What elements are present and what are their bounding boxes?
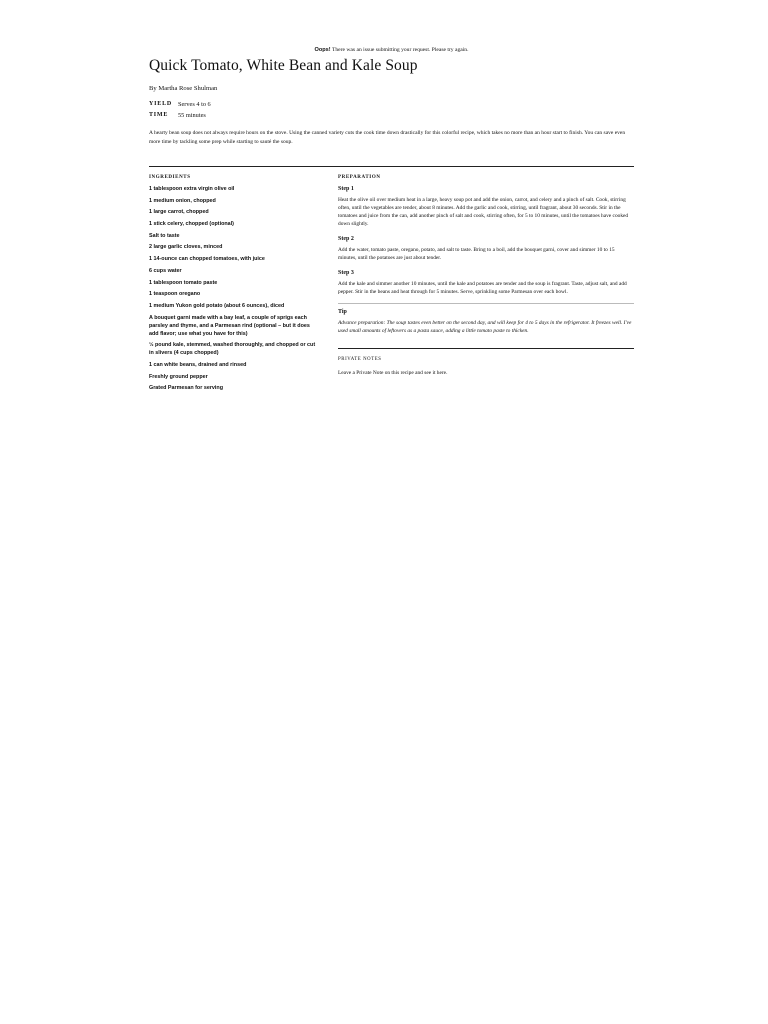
ingredient-item: 1 teaspoon oregano xyxy=(149,291,201,298)
step-title: Step 1 xyxy=(338,186,354,192)
ingredient-item: 6 cups water xyxy=(149,267,182,274)
private-note-link[interactable]: Leave a Private Note on this recipe and see it here. xyxy=(338,370,448,376)
ingredient-item: 1 tablespoon tomato paste xyxy=(149,279,218,286)
ingredient-item: Grated Parmesan for serving xyxy=(149,385,224,392)
recipe-columns xyxy=(149,174,634,396)
ingredient-item: 1 14-ounce can chopped tomatoes, with juice xyxy=(149,256,265,263)
yield-value: Serves 4 to 6 xyxy=(178,101,211,108)
recipe-intro: A hearty bean soup does not always require hours on the stove. Using the canned variety cuts the cook time down drastically for this colorful recipe, which takes no more than an hour start to finish. You can save even more time by tackling some prep while starting to sauté the soup. xyxy=(149,130,626,145)
tip-divider xyxy=(338,303,634,304)
ingredient-item: 2 large garlic cloves, minced xyxy=(149,244,223,251)
ingredient-item: 1 large carrot, chopped xyxy=(149,209,209,216)
private-notes-heading: PRIVATE NOTES xyxy=(338,357,382,362)
step-text: Add the water, tomato paste, oregano, potato, and salt to taste. Bring to a boil, add the bouquet garni, cover and simmer 10 to 15 minutes, until the potatoes are just about tender. xyxy=(338,247,615,261)
yield-row xyxy=(149,99,634,110)
ingredient-item: Freshly ground pepper xyxy=(149,373,208,380)
tip-title: Tip xyxy=(338,309,347,315)
ingredient-item: 1 medium onion, chopped xyxy=(149,197,216,204)
preparation-heading: PREPARATION xyxy=(338,175,381,180)
ingredient-item: 1 medium Yukon gold potato (about 6 ounces), diced xyxy=(149,302,285,309)
ingredient-item: ½ pound kale, stemmed, washed thoroughly, and chopped or cut in slivers (4 cups chopped) xyxy=(149,342,316,357)
step-text: Add the kale and simmer another 10 minutes, until the kale and potatoes are tender and the soup is fragrant. Taste, adjust salt, and add pepper. Stir in the beans and heat through for 5 minutes. Serve, sprinkling some Parmesan over each bowl. xyxy=(338,281,627,295)
time-row xyxy=(149,110,634,121)
section-divider xyxy=(149,166,634,167)
ingredient-item: 1 stick celery, chopped (optional) xyxy=(149,221,234,228)
step-text: Heat the olive oil over medium heat in a large, heavy soup pot and add the onion, carrot, and celery and a pinch of salt. Cook, stirring often, until the vegetables are tender, about 8 minutes. Add the garlic and cook, stirring, until fragrant, about 30 seconds. Stir in the tomatoes and juice from the can, add another pinch of salt and cook, stirring often, for 5 to 10 minutes, until the tomatoes have cooked down slightly. xyxy=(338,197,629,227)
error-banner xyxy=(149,46,634,54)
ingredient-item: Salt to taste xyxy=(149,232,180,239)
ingredient-item: 1 can white beans, drained and rinsed xyxy=(149,361,247,368)
ingredient-item: A bouquet garni made with a bay leaf, a couple of sprigs each parsley and thyme, and a Parmesan rind (optional – but it does add flavor; use what you have for this) xyxy=(149,314,310,337)
step-title: Step 2 xyxy=(338,236,354,242)
tip-text: Advance preparation: The soup tastes even better on the second day, and will keep for 4 to 5 days in the refrigerator. It freezes well. I've used small amounts of leftovers as a pasta sauce, adding a little tomato paste to thicken. xyxy=(338,320,632,334)
preparation-column xyxy=(338,174,634,396)
time-value: 55 minutes xyxy=(178,112,206,119)
error-oops: Oops! xyxy=(314,47,331,53)
ingredient-item: 1 tablespoon extra virgin olive oil xyxy=(149,186,235,192)
recipe-byline[interactable]: By Martha Rose Shulman xyxy=(149,85,218,92)
recipe-title: Quick Tomato, White Bean and Kale Soup xyxy=(149,57,418,74)
recipe-page xyxy=(149,46,634,396)
ingredients-column xyxy=(149,174,320,396)
time-label: TIME xyxy=(149,112,169,118)
step-title: Step 3 xyxy=(338,270,354,276)
notes-divider xyxy=(338,348,634,349)
error-message: There was an issue submitting your request. Please try again. xyxy=(331,47,469,53)
ingredients-heading: INGREDIENTS xyxy=(149,175,191,180)
yield-label: YIELD xyxy=(149,101,173,107)
recipe-meta xyxy=(149,99,634,121)
